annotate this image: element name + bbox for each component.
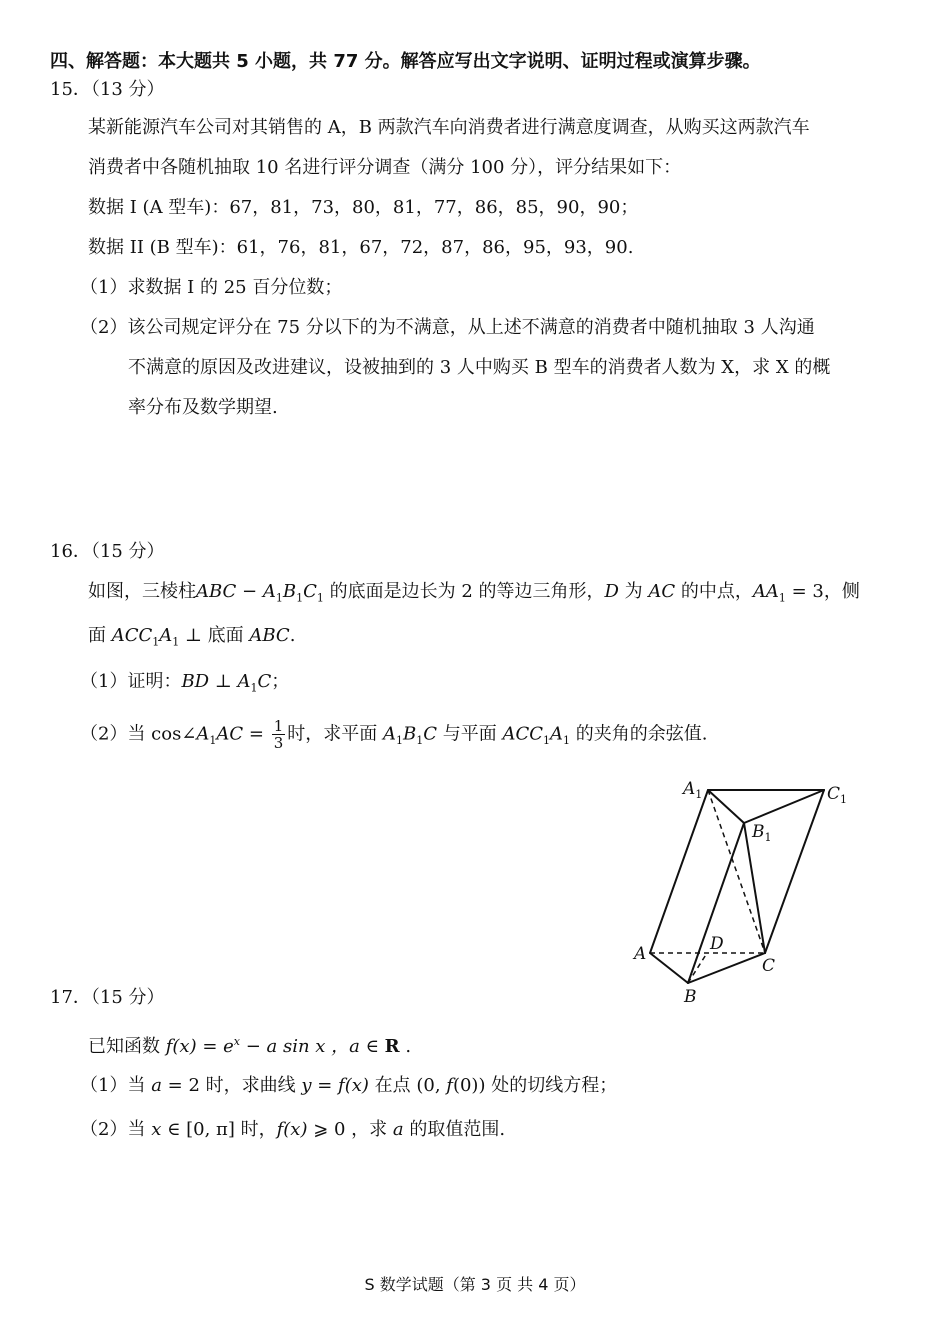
label-A1: $A_1$ bbox=[683, 779, 703, 801]
q15-intro-line2: 消费者中各随机抽取 10 名进行评分调查（满分 100 分），评分结果如下： bbox=[88, 157, 682, 178]
q15-intro-line1: 某新能源汽车公司对其销售的 A，B 两款汽车向消费者进行满意度调查，从购买这两款汽车 bbox=[88, 117, 810, 138]
edge-B1-C1 bbox=[744, 790, 824, 823]
edge-A-B bbox=[650, 953, 688, 983]
q16-part1: （1）证明：BD ⊥ $A_1C$； bbox=[80, 671, 290, 695]
q15-part2-line2: 不满意的原因及改进建议，设被抽到的 3 人中购买 B 型车的消费者人数为 X，求 X 的概 bbox=[128, 357, 831, 378]
q16-intro-line2: 面 $ACC_1A_1$ ⊥ 底面 ABC. bbox=[88, 625, 296, 649]
fraction-one-third: $\frac{1}{3}$ bbox=[273, 717, 284, 752]
q17-part2: （2）当 x ∈ [0, π] 时，f(x) ⩾ 0 ，求 a 的取值范围. bbox=[80, 1119, 506, 1140]
q15-number: 15．（13 分） bbox=[50, 79, 165, 100]
label-C: C bbox=[762, 956, 776, 976]
label-C1: $C_1$ bbox=[827, 784, 848, 806]
edge-A1-B1 bbox=[708, 790, 744, 823]
q16-number: 16．（15 分） bbox=[50, 541, 165, 562]
page-footer: S 数学试题（第 3 页 共 4 页） bbox=[364, 1275, 586, 1294]
label-B1: $B_1$ bbox=[752, 822, 772, 844]
section-title: 四、解答题：本大题共 5 小题，共 77 分。解答应写出文字说明、证明过程或演算步骤。 bbox=[50, 51, 761, 72]
label-D: D bbox=[710, 934, 724, 954]
edge-B1-C bbox=[744, 823, 765, 953]
label-B: B bbox=[684, 987, 697, 1007]
q17-intro: 已知函数 $f(x) = e^x - a$ sin x ，a ∈ R . bbox=[88, 1035, 412, 1057]
q15-part2-line3: 率分布及数学期望. bbox=[128, 397, 278, 418]
label-A: A bbox=[634, 944, 647, 964]
dashed-A1-C bbox=[708, 790, 765, 953]
edge-A-A1 bbox=[650, 790, 708, 953]
edge-C-C1 bbox=[765, 790, 824, 953]
edge-B-C bbox=[688, 953, 765, 983]
q16-part2: （2）当 $\cos\angle A_1AC$ = $\frac{1}{3}$ 时，求平面 $A_1B_1C$ 与平面 $ACC_1A_1$ 的夹角的余弦值. bbox=[80, 717, 708, 752]
edge-B-B1 bbox=[688, 823, 744, 983]
q17-number: 17．（15 分） bbox=[50, 987, 165, 1008]
q16-intro: 如图，三棱柱ABC − $A_1B_1C_1$ 的底面是边长为 2 的等边三角形，D 为 AC 的中点，$AA_1 = 3$，侧 bbox=[88, 581, 860, 605]
q17-part1: （1）当 a = 2 时，求曲线 y = f(x) 在点 (0, f(0)) 处的切线方程； bbox=[80, 1075, 618, 1096]
q15-part2-line1: （2）该公司规定评分在 75 分以下的为不满意，从上述不满意的消费者中随机抽取 3 人沟通 bbox=[80, 317, 815, 338]
q15-data-b: 数据 II (B 型车)：61，76，81，67，72，87，86，95，93，90. bbox=[88, 237, 634, 258]
q15-data-a: 数据 I (A 型车)：67，81，73，80，81，77，86，85，90，90； bbox=[88, 197, 639, 218]
prism-figure bbox=[628, 775, 858, 1010]
q15-part1: （1）求数据 I 的 25 百分位数； bbox=[80, 277, 343, 298]
